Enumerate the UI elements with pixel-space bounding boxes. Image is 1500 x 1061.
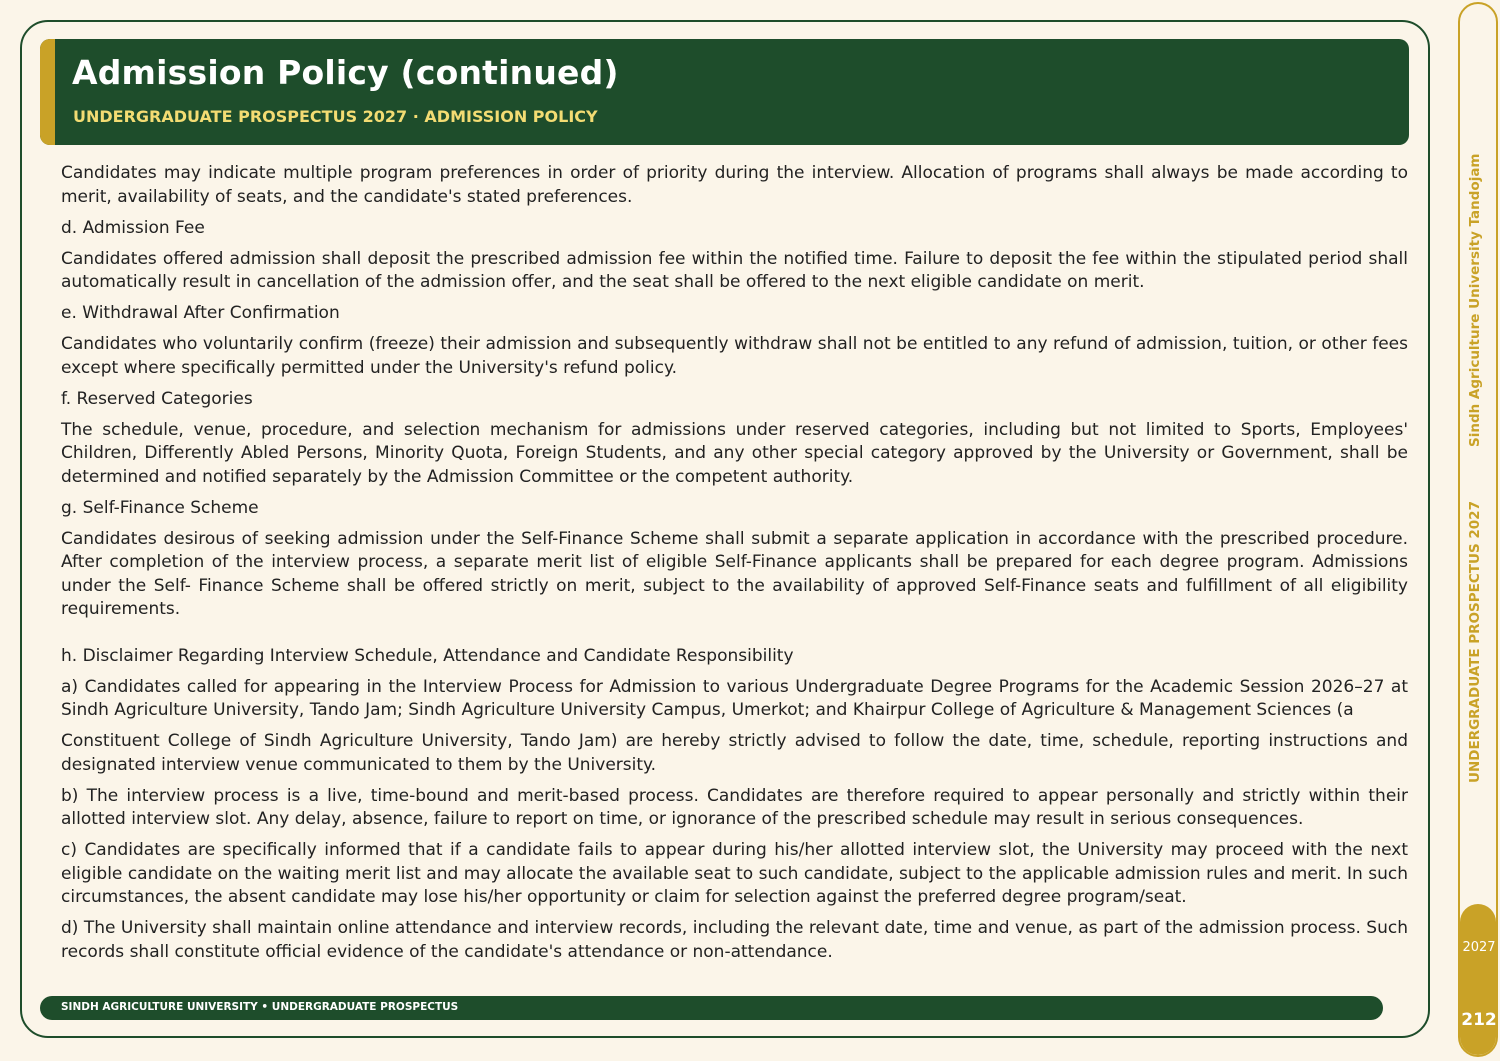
header-accent-bar <box>40 39 55 145</box>
side-tab-fill <box>1460 904 1496 1057</box>
section-heading-disclaimer: h. Disclaimer Regarding Interview Schedule, Attendance and Candidate Responsibility <box>61 645 794 666</box>
section-heading-reserved-categories: f. Reserved Categories <box>61 388 253 409</box>
footer-text: SINDH AGRICULTURE UNIVERSITY • UNDERGRADUATE PROSPECTUS <box>61 1001 459 1013</box>
section-heading-self-finance: g. Self-Finance Scheme <box>61 497 259 518</box>
policy-content <box>61 162 1408 972</box>
paragraph-self-finance: Candidates desirous of seeking admission under the Self-Finance Scheme shall submit a separate application in accordance with the prescribed procedure. After completion of the interview process, a separate merit list of eligible Self-Finance applicants shall be prepared for each degree program. Admissions under the Self- Finance Scheme shall be offered strictly on merit, subject to the availability of approved Self-Finance seats and fulfillment of all eligibility requirements. <box>61 528 1408 619</box>
paragraph-reserved-categories: The schedule, venue, procedure, and selection mechanism for admissions under reserved categories, including but not limited to Sports, Employees' Children, Differently Abled Persons, Minority Quota, Foreign Students, and any other special category approved by the University or Government, shall be determined and notified separately by the Admission Committee or the competent authority. <box>61 419 1408 487</box>
footer-band <box>40 996 1383 1020</box>
paragraph-admission-fee: Candidates offered admission shall deposit the prescribed admission fee within the notified time. Failure to deposit the fee within the stipulated period shall automatically result in cancellation of the admission offer, and the seat shall be offered to the next eligible candidate on merit. <box>61 248 1408 292</box>
side-prospectus-label: UNDERGRADUATE PROSPECTUS 2027 <box>1467 501 1483 783</box>
page-number: 212 <box>1461 1010 1497 1030</box>
paragraph-disclaimer-d: d) The University shall maintain online attendance and interview records, including the relevant date, time and venue, as part of the admission process. Such records shall constitute official evidence of the candidate's attendance or non-attendance. <box>61 918 1408 962</box>
paragraph-disclaimer-a: a) Candidates called for appearing in the Interview Process for Admission to various Undergraduate Degree Programs for the Academic Session 2026–27 at Sindh Agriculture University, Tando Jam; Sindh Agriculture University Campus, Umerkot; and Khairpur College of Agriculture & Management Sciences (a <box>61 676 1408 720</box>
section-heading-withdrawal: e. Withdrawal After Confirmation <box>61 303 340 323</box>
page-title: Admission Policy (continued) <box>72 53 619 92</box>
side-university-label: Sindh Agriculture University Tandojam <box>1467 153 1483 448</box>
paragraph-program-preferences: Candidates may indicate multiple program preferences in order of priority during the interview. Allocation of programs shall always be made according to merit, availability of seats, and the candidate's stated preferences. <box>61 163 1408 207</box>
paragraph-disclaimer-b: b) The interview process is a live, time-bound and merit-based process. Candidates are therefore required to appear personally and strictly within their allotted interview slot. Any delay, absence, failure to report on time, or ignorance of the prescribed schedule may result in serious consequences. <box>61 785 1408 829</box>
paragraph-withdrawal: Candidates who voluntarily confirm (freeze) their admission and subsequently withdraw shall not be entitled to any refund of admission, tuition, or other fees except where specifically permitted under the University's refund policy. <box>61 334 1408 378</box>
paragraph-disclaimer-a-continued: Constituent College of Sindh Agriculture University, Tando Jam) are hereby strictly advised to follow the date, time, schedule, reporting instructions and designated interview venue communicated to them by the University. <box>61 731 1408 775</box>
section-heading-admission-fee: d. Admission Fee <box>61 217 205 238</box>
header-band <box>40 39 1409 145</box>
paragraph-disclaimer-c: c) Candidates are specifically informed that if a candidate fails to appear during his/her allotted interview slot, the University may proceed with the next eligible candidate on the waiting merit list and may allocate the available seat to such candidate, subject to the applicable admission rules and merit. In such circumstances, the absent candidate may lose his/her opportunity or claim for selection against the preferred degree program/seat. <box>61 840 1408 907</box>
header-subtitle: UNDERGRADUATE PROSPECTUS 2027 · ADMISSION POLICY <box>73 107 598 126</box>
side-year: 2027 <box>1462 940 1496 955</box>
